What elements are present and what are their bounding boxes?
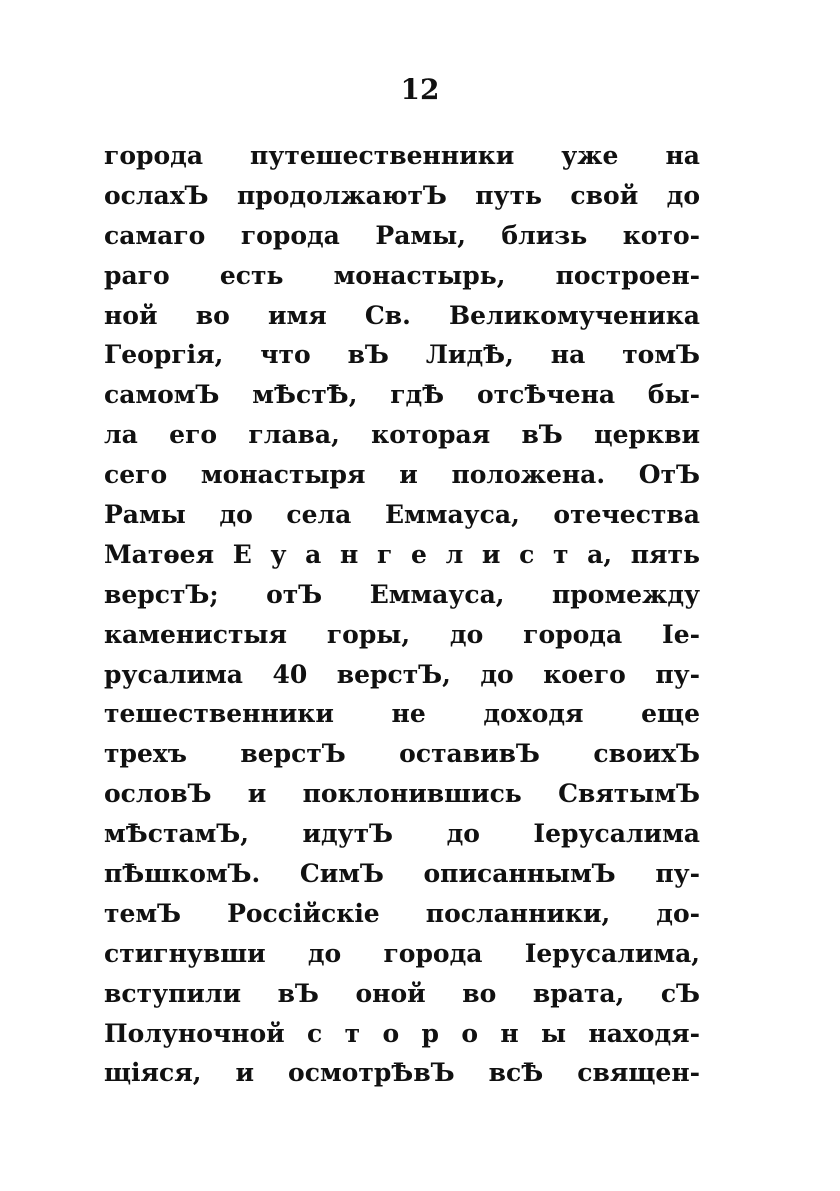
text-line: Георгія, что вЪ ЛидѢ, на томЪ [104, 340, 700, 370]
text-line: тешественники не доходя еще [104, 699, 700, 729]
text-line: самомЪ мѢстѢ, гдѢ отсѢчена бы- [104, 380, 700, 410]
text-line: русалима 40 верстЪ, до коего пу- [104, 659, 700, 689]
text-line: сего монастыря и положена. ОтЪ [104, 460, 700, 490]
text-line: раго есть монастырь, построен- [104, 260, 700, 290]
text-line: ословЪ и поклонившись СвятымЪ [104, 779, 700, 809]
text-line: щіяся, и осмотрѢвЪ всѢ священ- [104, 1058, 700, 1088]
text-line: ослахЪ продолжаютЪ путь свой до [104, 180, 700, 210]
text-line: вступили вЪ оной во врата, сЪ [104, 978, 700, 1008]
text-line: Полуночной с т о р о н ы находя- [104, 1018, 700, 1048]
text-line: города путешественники уже на [104, 141, 700, 170]
text-line: мѢстамЪ, идутЪ до Іерусалима [104, 819, 700, 849]
text-line: темЪ Россійскіе посланники, до- [104, 898, 700, 928]
text-line: каменистыя горы, до города Іе- [104, 619, 700, 649]
text-line: стигнувши до города Іерусалима, [104, 938, 700, 968]
text-line: пѢшкомЪ. СимЪ описаннымЪ пу- [104, 859, 700, 889]
text-line: ной во имя Св. Великомученика [104, 300, 700, 330]
text-line: Матѳея Е у а н г е л и с т а, пять [104, 539, 700, 569]
body-text [104, 136, 700, 1093]
text-line: ла его глава, которая вЪ церкви [104, 420, 700, 450]
text-line: Рамы до села Еммауса, отечества [104, 500, 700, 530]
text-line: самаго города Рамы, близь кото- [104, 220, 700, 250]
text-line: верстЪ; отЪ Еммауса, промежду [104, 579, 700, 609]
page-number: 12 [400, 73, 440, 106]
text-line: трехъ верстЪ оставивЪ своихЪ [104, 739, 700, 769]
